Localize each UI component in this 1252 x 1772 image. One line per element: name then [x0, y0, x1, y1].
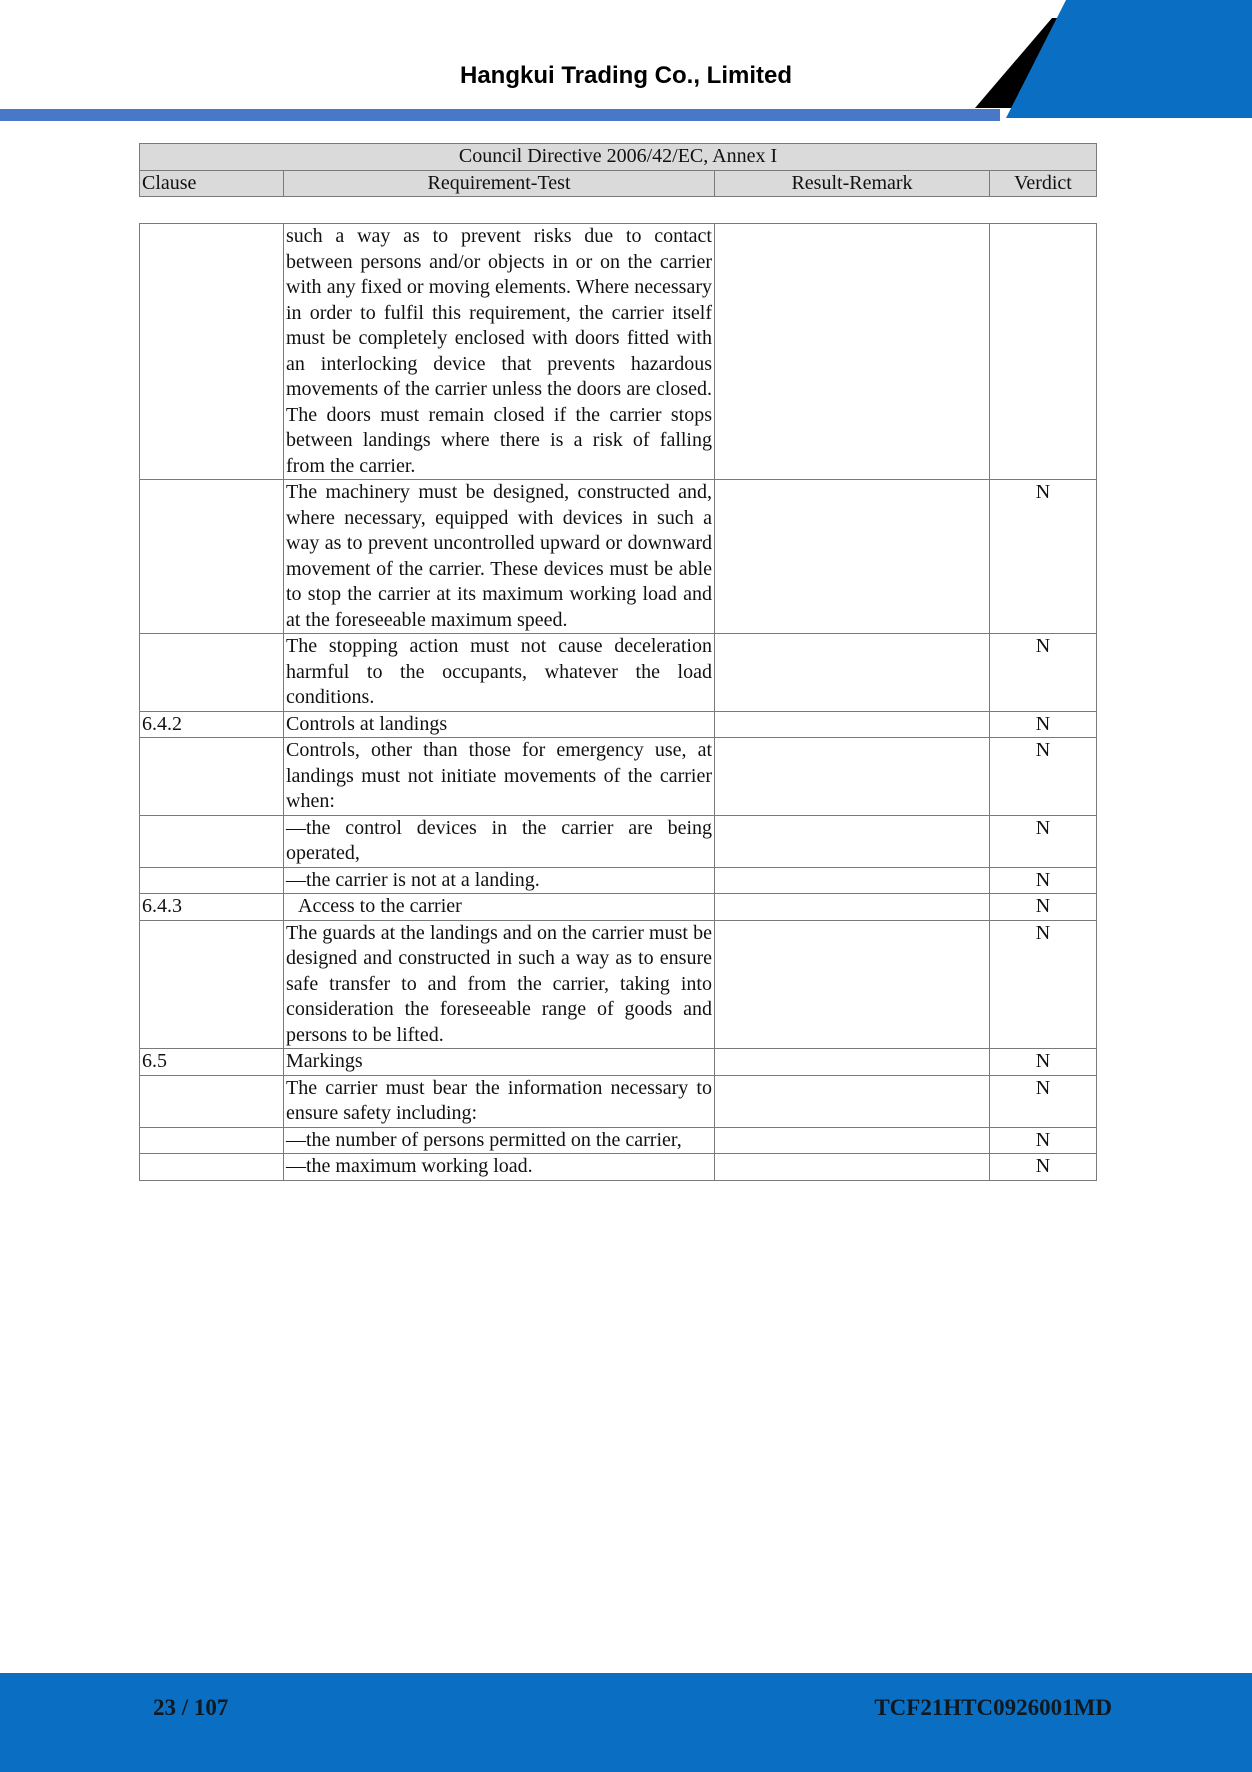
column-header-verdict: Verdict [990, 170, 1097, 197]
clause-cell: 6.4.3 [140, 894, 284, 921]
table-header [139, 143, 1097, 197]
clause-cell [140, 1127, 284, 1154]
clause-cell [140, 738, 284, 816]
verdict-cell: N [990, 711, 1097, 738]
column-header-result: Result-Remark [715, 170, 990, 197]
clause-cell: 6.5 [140, 1049, 284, 1076]
table-row [140, 867, 1097, 894]
result-cell [715, 711, 990, 738]
page-footer [0, 1673, 1252, 1772]
verdict-cell: N [990, 634, 1097, 712]
result-cell [715, 920, 990, 1049]
verdict-cell: N [990, 920, 1097, 1049]
table-row [140, 815, 1097, 867]
table-row [140, 711, 1097, 738]
table-row [140, 894, 1097, 921]
table-row [140, 1075, 1097, 1127]
clause-cell [140, 920, 284, 1049]
requirement-cell: Markings [284, 1049, 715, 1076]
clause-cell: 6.4.2 [140, 711, 284, 738]
verdict-cell: N [990, 1075, 1097, 1127]
clause-cell [140, 224, 284, 480]
verdict-cell: N [990, 894, 1097, 921]
result-cell [715, 224, 990, 480]
clause-cell [140, 815, 284, 867]
result-cell [715, 634, 990, 712]
requirement-cell: —the number of persons permitted on the carrier, [284, 1127, 715, 1154]
requirement-cell: Controls, other than those for emergency use, at landings must not initiate movements of the carrier when: [284, 738, 715, 816]
verdict-cell [990, 224, 1097, 480]
verdict-cell: N [990, 738, 1097, 816]
verdict-cell: N [990, 1049, 1097, 1076]
table-row [140, 634, 1097, 712]
result-cell [715, 1154, 990, 1181]
requirement-cell: The machinery must be designed, constructed and, where necessary, equipped with devices in such a way as to prevent uncontrolled upward or downward movement of the carrier. These devices must be able to stop the carrier at its maximum working load and at the foreseeable maximum speed. [284, 480, 715, 634]
result-cell [715, 1075, 990, 1127]
column-header-clause: Clause [140, 170, 284, 197]
clause-cell [140, 867, 284, 894]
table-row [140, 224, 1097, 480]
table-row [140, 480, 1097, 634]
requirement-cell: —the control devices in the carrier are being operated, [284, 815, 715, 867]
requirement-cell: —the carrier is not at a landing. [284, 867, 715, 894]
report-number: TCF21HTC0926001MD [874, 1695, 1112, 1720]
table-row [140, 1049, 1097, 1076]
clause-cell [140, 480, 284, 634]
requirements-table [139, 223, 1097, 1181]
requirement-cell: The carrier must bear the information necessary to ensure safety including: [284, 1075, 715, 1127]
requirement-cell: The guards at the landings and on the carrier must be designed and constructed in such a way as to ensure safe transfer to and from the carrier, taking into consideration the foreseeable range of goods and persons to be lifted. [284, 920, 715, 1049]
page-number: 23 / 107 [153, 1695, 229, 1720]
result-cell [715, 738, 990, 816]
clause-cell [140, 634, 284, 712]
result-cell [715, 867, 990, 894]
table-row [140, 1127, 1097, 1154]
table-title: Council Directive 2006/42/EC, Annex I [140, 144, 1097, 171]
table-row [140, 1154, 1097, 1181]
result-cell [715, 1127, 990, 1154]
clause-cell [140, 1154, 284, 1181]
requirement-cell: The stopping action must not cause deceleration harmful to the occupants, whatever the load conditions. [284, 634, 715, 712]
verdict-cell: N [990, 480, 1097, 634]
clause-cell [140, 1075, 284, 1127]
verdict-cell: N [990, 867, 1097, 894]
requirement-cell: Access to the carrier [284, 894, 715, 921]
table-row [140, 920, 1097, 1049]
result-cell [715, 815, 990, 867]
header-band [0, 109, 1000, 121]
requirement-cell: such a way as to prevent risks due to contact between persons and/or objects in or on the carrier with any fixed or moving elements. Where necessary in order to fulfil this requirement, the carrier itself must be completely enclosed with doors fitted with an interlocking device that prevents hazardous movements of the carrier unless the doors are closed. The doors must remain closed if the carrier stops between landings where there is a risk of falling from the carrier. [284, 224, 715, 480]
page-header [0, 0, 1252, 125]
result-cell [715, 480, 990, 634]
result-cell [715, 1049, 990, 1076]
column-header-requirement: Requirement-Test [284, 170, 715, 197]
company-name: Hangkui Trading Co., Limited [459, 62, 792, 89]
verdict-cell: N [990, 1154, 1097, 1181]
requirement-cell: Controls at landings [284, 711, 715, 738]
verdict-cell: N [990, 1127, 1097, 1154]
verdict-cell: N [990, 815, 1097, 867]
requirement-cell: —the maximum working load. [284, 1154, 715, 1181]
table-row [140, 738, 1097, 816]
result-cell [715, 894, 990, 921]
